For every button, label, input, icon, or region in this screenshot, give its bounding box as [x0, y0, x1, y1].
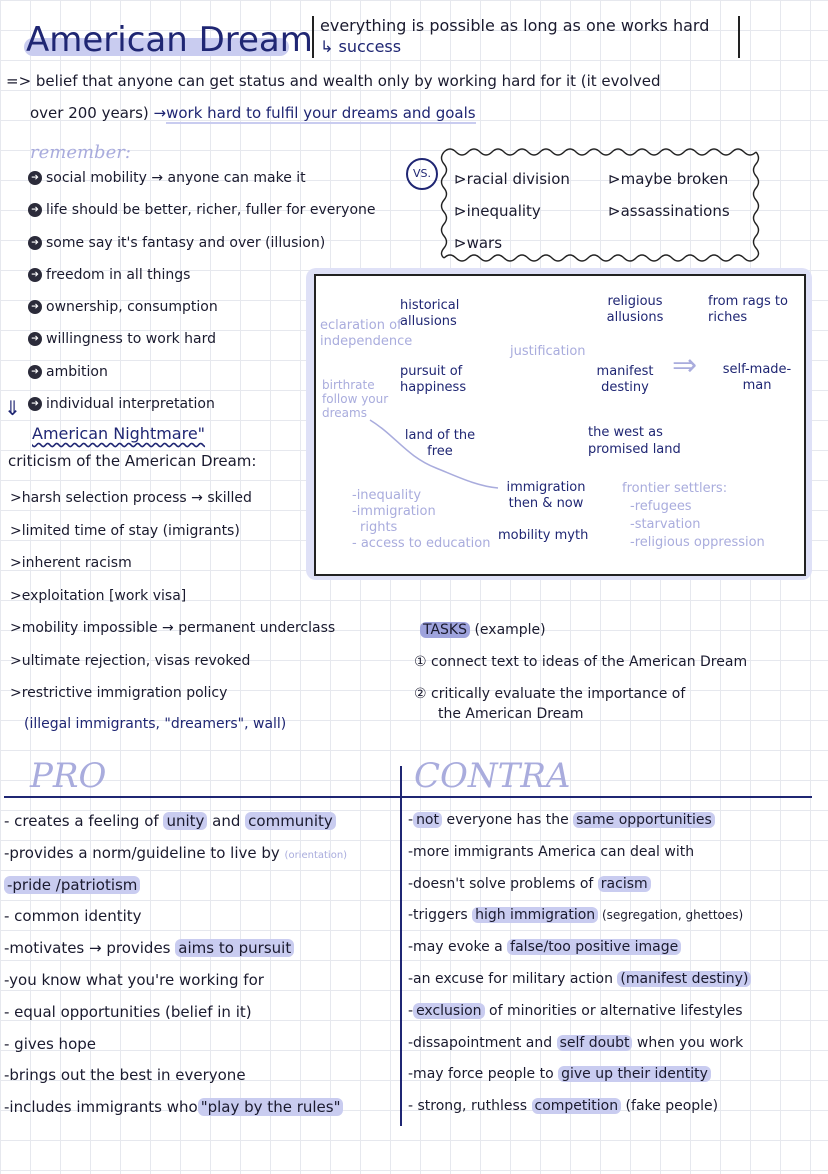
contra-item: - strong, ruthless competition (fake people) — [408, 1098, 719, 1115]
criticism-note: (illegal immigrants, "dreamers", wall) — [24, 716, 287, 732]
pro-item: -you know what you're working for — [4, 970, 264, 989]
connector-curve — [366, 416, 506, 496]
double-arrow-icon: ⇒ — [672, 348, 698, 383]
pro-item: -includes immigrants who "play by the rules" — [4, 1098, 347, 1130]
contra-item: -doesn't solve problems of racism — [408, 876, 751, 908]
pro-item: -pride /patriotism — [4, 876, 347, 908]
contra-item: -may force people to give up their identity — [408, 1066, 751, 1098]
intro-line2-start: over 200 years) — [30, 104, 149, 122]
criticism-item: >restrictive immigration policy — [10, 685, 228, 701]
vs-item-assassinations: ⊳assassinations — [608, 202, 730, 220]
pro-item: - common identity — [4, 907, 142, 926]
definition-box — [312, 16, 740, 58]
task-item-2: ② critically evaluate the importance of — [414, 686, 686, 702]
criticism-item: >exploitation [work visa] — [10, 587, 187, 604]
remember-item: ➔ willingness to work hard — [28, 331, 376, 363]
tasks-suffix: (example) — [474, 622, 546, 638]
vs-item-wars: ⊳wars — [454, 234, 503, 252]
diagram-declaration: eclaration of independence — [320, 318, 413, 349]
arrow-bullet-icon: ➔ — [28, 332, 42, 346]
contra-item: -may evoke a false/too positive image — [408, 939, 751, 971]
diagram-mobility: mobility myth — [498, 528, 589, 543]
remember-item: ➔ ownership, consumption — [28, 299, 376, 331]
diagram-rags: from rags to riches — [708, 294, 788, 325]
table-vertical-rule — [400, 766, 402, 1126]
contra-item: -dissapointment and self doubt when you work — [408, 1034, 744, 1051]
intro-line2: over 200 years) →work hard to fulfil your dreams and goals — [30, 104, 476, 122]
remember-item: ➔ freedom in all things — [28, 267, 376, 299]
remember-item: ➔ life should be better, richer, fuller for everyone — [28, 202, 376, 234]
arrow-bullet-icon: ➔ — [28, 365, 42, 379]
definition-line1: everything is possible as long as one works hard — [320, 16, 710, 35]
diagram-frontier: frontier settlers: -refugees -starvation -religious oppression — [622, 481, 765, 550]
vs-item-inequality: ⊳inequality — [454, 202, 541, 220]
criticism-item: >inherent racism — [10, 555, 132, 571]
criticism-list — [10, 490, 335, 718]
nightmare-heading: criticism of the American Dream: — [8, 452, 257, 470]
pro-item: -provides a norm/guideline to live by (orientation) — [4, 843, 348, 862]
diagram-historical: historical allusions — [400, 298, 460, 329]
diagram-land: land of the free — [404, 428, 476, 459]
contra-item: - not everyone has the same opportunities — [408, 812, 751, 844]
arrow-bullet-icon: ➔ — [28, 203, 42, 217]
contra-heading: CONTRA — [414, 756, 571, 796]
criticism-item: >limited time of stay (imigrants) — [10, 522, 240, 539]
pro-heading: PRO — [30, 756, 107, 796]
pro-item: - creates a feeling of unity and community — [4, 812, 347, 844]
definition-line2-text: success — [338, 37, 402, 56]
intro-line2-end: work hard to fulfil your dreams and goals — [166, 104, 476, 122]
contra-item: -more immigrants America can deal with — [408, 843, 695, 860]
criticism-item: >harsh selection process → skilled — [10, 490, 252, 506]
contra-item: -an excuse for military action (manifest destiny) — [408, 971, 751, 1003]
diagram-frame — [314, 274, 806, 576]
pro-item: - equal opportunities (belief in it) — [4, 1002, 252, 1021]
pro-list — [4, 812, 347, 1130]
arrow-bullet-icon: ➔ — [28, 268, 42, 282]
page-title: American Dream — [26, 20, 313, 60]
down-arrow-icon: ⇓ — [4, 396, 21, 420]
tasks-header — [420, 622, 546, 638]
tasks-label: TASKS — [420, 622, 470, 638]
vs-badge: VS. — [406, 158, 438, 190]
diagram-immigration: immigration then & now — [506, 480, 586, 511]
contra-item: -triggers high immigration (segregation, ghettoes) — [408, 907, 744, 924]
arrow-bullet-icon: ➔ — [28, 171, 42, 185]
arrow-bullet-icon: ➔ — [28, 300, 42, 314]
diagram-pursuit: pursuit of happiness — [400, 364, 467, 395]
task-item-2b: the American Dream — [438, 706, 584, 722]
contra-item: - exclusion of minorities or alternative lifestyles — [408, 1002, 743, 1019]
intro-line1-text: belief that anyone can get status and wealth only by working hard for it (it evolved — [35, 72, 661, 90]
pro-item: -brings out the best in everyone — [4, 1066, 246, 1085]
remember-item: ➔ some say it's fantasy and over (illusion) — [28, 235, 376, 267]
remember-label: remember: — [30, 142, 131, 163]
criticism-item: >ultimate rejection, visas revoked — [10, 652, 251, 669]
intro-line1: => belief that anyone can get status and wealth only by working hard for it (it evolved — [6, 72, 661, 90]
definition-line2: ↳ success — [320, 37, 402, 56]
remember-item: ➔ individual interpretation — [28, 396, 376, 428]
diagram-west: the west as promised land — [588, 425, 681, 457]
contra-list — [408, 812, 751, 1130]
criticism-item: >mobility impossible → permanent underclass — [10, 620, 336, 636]
diagram-religious: religious allusions — [606, 294, 664, 325]
arrow-bullet-icon: ➔ — [28, 397, 42, 411]
arrow-bullet-icon: ➔ — [28, 236, 42, 250]
diagram-birthright: birthrate follow your dreams — [322, 378, 389, 420]
nightmare-title: American Nightmare" — [32, 424, 206, 443]
remember-item: ➔ ambition — [28, 364, 376, 396]
diagram-lav-list: -inequality -immigration rights - access to education — [352, 488, 491, 551]
table-horizontal-rule — [4, 796, 812, 798]
pro-item: -motivates → provides aims to pursuit — [4, 939, 347, 971]
diagram-manifest: manifest destiny — [596, 364, 654, 395]
diagram-justification: justification — [510, 344, 586, 359]
pro-item: - gives hope — [4, 1034, 96, 1053]
vs-item-racial: ⊳racial division — [454, 170, 570, 188]
remember-item: ➔ social mobility → anyone can make it — [28, 170, 376, 202]
diagram-selfmade: self-made-man — [722, 362, 792, 393]
vs-item-broken: ⊳maybe broken — [608, 170, 729, 188]
task-item-1: ① connect text to ideas of the American Dream — [414, 654, 748, 670]
